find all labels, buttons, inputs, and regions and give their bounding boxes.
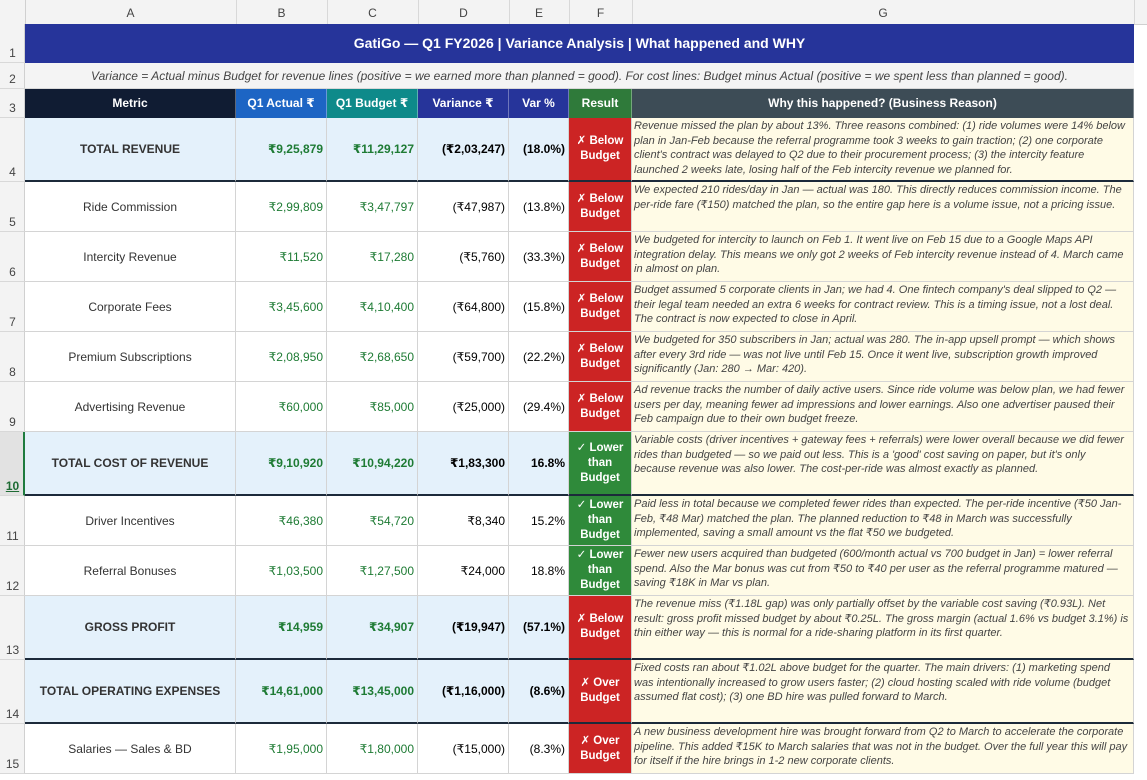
result-badge[interactable]: ✓ Lower than Budget [569,546,632,596]
actual-cell[interactable]: ₹14,959 [236,596,327,660]
header-actual[interactable]: Q1 Actual ₹ [236,89,327,118]
actual-cell[interactable]: ₹11,520 [236,232,327,282]
budget-cell[interactable]: ₹34,907 [327,596,418,660]
column-header-f[interactable]: F [569,0,633,24]
reason-cell[interactable]: Paid less in total because we completed fewer rides than expected. The per-ride incentive (₹50 Jan-Feb, ₹48 Mar) matched the plan. The planned reduction to ₹48 in March was successfully implemented, saving a small amount vs the flat ₹50 we budgeted. [632,496,1134,546]
metric-cell[interactable]: TOTAL OPERATING EXPENSES [25,660,236,724]
column-header-b[interactable]: B [236,0,328,24]
reason-cell[interactable]: Variable costs (driver incentives + gateway fees + referrals) were lower overall because we did fewer rides than budgeted — so we paid out less. This is a 'good' cost saving on paper, but it's only because revenue was also lower. The cost-per-ride was almost exactly as planned. [632,432,1134,496]
row-header[interactable]: 7 [0,282,25,332]
row-header[interactable]: 13 [0,596,25,660]
metric-cell[interactable]: Ride Commission [25,182,236,232]
row-header[interactable]: 4 [0,118,25,182]
budget-cell[interactable]: ₹17,280 [327,232,418,282]
budget-cell[interactable]: ₹85,000 [327,382,418,432]
row-header[interactable]: 1 [0,24,25,63]
pct-cell[interactable]: (15.8%) [509,282,569,332]
variance-cell[interactable]: (₹2,03,247) [418,118,509,182]
actual-cell[interactable]: ₹1,95,000 [236,724,327,774]
pct-cell[interactable]: 16.8% [509,432,569,496]
pct-cell[interactable]: (29.4%) [509,382,569,432]
actual-cell[interactable]: ₹2,99,809 [236,182,327,232]
variance-cell[interactable]: (₹5,760) [418,232,509,282]
variance-cell[interactable]: (₹25,000) [418,382,509,432]
actual-cell[interactable]: ₹2,08,950 [236,332,327,382]
pct-cell[interactable]: 18.8% [509,546,569,596]
metric-cell[interactable]: Advertising Revenue [25,382,236,432]
result-badge[interactable]: ✗ Below Budget [569,118,632,182]
result-badge[interactable]: ✗ Below Budget [569,282,632,332]
select-all-corner[interactable] [0,0,26,24]
metric-cell[interactable]: Referral Bonuses [25,546,236,596]
actual-cell[interactable]: ₹60,000 [236,382,327,432]
pct-cell[interactable]: 15.2% [509,496,569,546]
budget-cell[interactable]: ₹1,27,500 [327,546,418,596]
row-header[interactable]: 9 [0,382,25,432]
row-header[interactable]: 12 [0,546,25,596]
budget-cell[interactable]: ₹13,45,000 [327,660,418,724]
budget-cell[interactable]: ₹11,29,127 [327,118,418,182]
metric-cell[interactable]: Driver Incentives [25,496,236,546]
result-badge[interactable]: ✗ Below Budget [569,332,632,382]
reason-cell[interactable]: The revenue miss (₹1.18L gap) was only partially offset by the variable cost saving (₹0.93L). Net result: gross profit missed budget by about ₹0.25L. The gross margin (actual 1.6% vs budget 3.1%) is thin either way — this is normal for a ride-sharing platform in its first quarter. [632,596,1134,660]
variance-cell[interactable]: ₹8,340 [418,496,509,546]
pct-cell[interactable]: (13.8%) [509,182,569,232]
variance-cell[interactable]: ₹24,000 [418,546,509,596]
reason-cell[interactable]: Budget assumed 5 corporate clients in Jan; we had 4. One fintech company's deal slipped to Q2 — their legal team needed an extra 6 weeks for contract review. This is a timing issue, not a lost deal. The contract is now expected to close in April. [632,282,1134,332]
row-header[interactable]: 10 [0,432,25,496]
metric-cell[interactable]: TOTAL REVENUE [25,118,236,182]
result-badge[interactable]: ✓ Lower than Budget [569,496,632,546]
header-variance[interactable]: Variance ₹ [418,89,509,118]
variance-cell[interactable]: (₹47,987) [418,182,509,232]
row-header[interactable]: 2 [0,63,25,89]
pct-cell[interactable]: (8.3%) [509,724,569,774]
variance-cell[interactable]: (₹1,16,000) [418,660,509,724]
metric-cell[interactable]: GROSS PROFIT [25,596,236,660]
reason-cell[interactable]: A new business development hire was brought forward from Q2 to March to accelerate the corporate pipeline. This added ₹15K to March salaries that was not in the budget. Over the full year this will pay for itself if the hire brings in 1-2 new corporate clients. [632,724,1134,774]
budget-cell[interactable]: ₹3,47,797 [327,182,418,232]
reason-cell[interactable]: Ad revenue tracks the number of daily active users. Since ride volume was below plan, we had fewer users per day, meaning fewer ad impressions and lower earnings. Also one advertiser paused their Feb campaign due to their own budget freeze. [632,382,1134,432]
header-metric[interactable]: Metric [25,89,236,118]
column-header-bar [0,0,1147,25]
column-header-a[interactable]: A [25,0,237,24]
result-badge[interactable]: ✗ Below Budget [569,596,632,660]
result-badge[interactable]: ✗ Below Budget [569,232,632,282]
actual-cell[interactable]: ₹9,10,920 [236,432,327,496]
variance-cell[interactable]: ₹1,83,300 [418,432,509,496]
column-header-d[interactable]: D [418,0,510,24]
row-header[interactable]: 15 [0,724,25,774]
actual-cell[interactable]: ₹1,03,500 [236,546,327,596]
row-header[interactable]: 11 [0,496,25,546]
variance-cell[interactable]: (₹19,947) [418,596,509,660]
reason-cell[interactable]: Fewer new users acquired than budgeted (600/month actual vs 700 budget in Jan) = lower referral spend. Also the Mar bonus was cut from ₹50 to ₹40 per user as the referral programme matured — saving ₹18K in Mar vs plan. [632,546,1134,596]
variance-cell[interactable]: (₹59,700) [418,332,509,382]
actual-cell[interactable]: ₹3,45,600 [236,282,327,332]
budget-cell[interactable]: ₹10,94,220 [327,432,418,496]
variance-cell[interactable]: (₹15,000) [418,724,509,774]
budget-cell[interactable]: ₹54,720 [327,496,418,546]
variance-cell[interactable]: (₹64,800) [418,282,509,332]
header-budget[interactable]: Q1 Budget ₹ [327,89,418,118]
reason-cell[interactable]: Fixed costs ran about ₹1.02L above budget for the quarter. The main drivers: (1) marketing spend was intentionally increased to grow users faster; (2) cloud hosting scaled with ride volume (budget assumed flat cost); (3) one BD hire was pulled forward to March. [632,660,1134,724]
actual-cell[interactable]: ₹9,25,879 [236,118,327,182]
column-header-g[interactable]: G [632,0,1135,24]
result-badge[interactable]: ✗ Below Budget [569,382,632,432]
header-why[interactable]: Why this happened? (Business Reason) [632,89,1134,118]
pct-cell[interactable]: (22.2%) [509,332,569,382]
result-badge[interactable]: ✓ Lower than Budget [569,432,632,496]
reason-cell[interactable]: Revenue missed the plan by about 13%. Three reasons combined: (1) ride volumes were 14% below plan in Jan-Feb because the referral programme took 3 weeks to gain traction; (2) one corporate client's contract was delayed to Q2 due to their procurement process; (3) the intercity feature launched 2 weeks late, losing half of the Feb intercity revenue we planned for. [632,118,1134,182]
budget-cell[interactable]: ₹1,80,000 [327,724,418,774]
reason-cell[interactable]: We budgeted for intercity to launch on Feb 1. It went live on Feb 15 due to a Google Maps API integration delay. This means we only got 2 weeks of Feb intercity revenue instead of 4. March came in almost on plan. [632,232,1134,282]
budget-cell[interactable]: ₹2,68,650 [327,332,418,382]
reason-cell[interactable]: We expected 210 rides/day in Jan — actual was 180. This directly reduces commission income. The per-ride fare (₹150) matched the plan, so the entire gap here is a volume issue, not a pricing issue. [632,182,1134,232]
metric-cell[interactable]: Corporate Fees [25,282,236,332]
row-header[interactable]: 3 [0,89,25,118]
budget-cell[interactable]: ₹4,10,400 [327,282,418,332]
metric-cell[interactable]: TOTAL COST OF REVENUE [25,432,236,496]
actual-cell[interactable]: ₹14,61,000 [236,660,327,724]
reason-cell[interactable]: We budgeted for 350 subscribers in Jan; actual was 280. The in-app upsell prompt — which shows after every 3rd ride — was not live until Feb 15. Once it went live, subscription growth improved significantly (Jan: 280 → Mar: 420). [632,332,1134,382]
header-pct[interactable]: Var % [509,89,569,118]
metric-cell[interactable]: Salaries — Sales & BD [25,724,236,774]
sheet-subtitle[interactable]: Variance = Actual minus Budget for revenue lines (positive = we earned more than planned = good). For cost lines: Budget minus Actual (positive = we spent less than planned = good). [25,63,1134,89]
metric-cell[interactable]: Intercity Revenue [25,232,236,282]
result-badge[interactable]: ✗ Over Budget [569,724,632,774]
row-header[interactable]: 14 [0,660,25,724]
pct-cell[interactable]: (8.6%) [509,660,569,724]
pct-cell[interactable]: (33.3%) [509,232,569,282]
row-header[interactable]: 8 [0,332,25,382]
pct-cell[interactable]: (57.1%) [509,596,569,660]
column-header-c[interactable]: C [327,0,419,24]
sheet-title[interactable]: GatiGo — Q1 FY2026 | Variance Analysis | What happened and WHY [25,24,1134,63]
row-header[interactable]: 5 [0,182,25,232]
actual-cell[interactable]: ₹46,380 [236,496,327,546]
column-header-e[interactable]: E [509,0,570,24]
result-badge[interactable]: ✗ Below Budget [569,182,632,232]
row-header[interactable]: 6 [0,232,25,282]
result-badge[interactable]: ✗ Over Budget [569,660,632,724]
pct-cell[interactable]: (18.0%) [509,118,569,182]
metric-cell[interactable]: Premium Subscriptions [25,332,236,382]
header-result[interactable]: Result [569,89,632,118]
